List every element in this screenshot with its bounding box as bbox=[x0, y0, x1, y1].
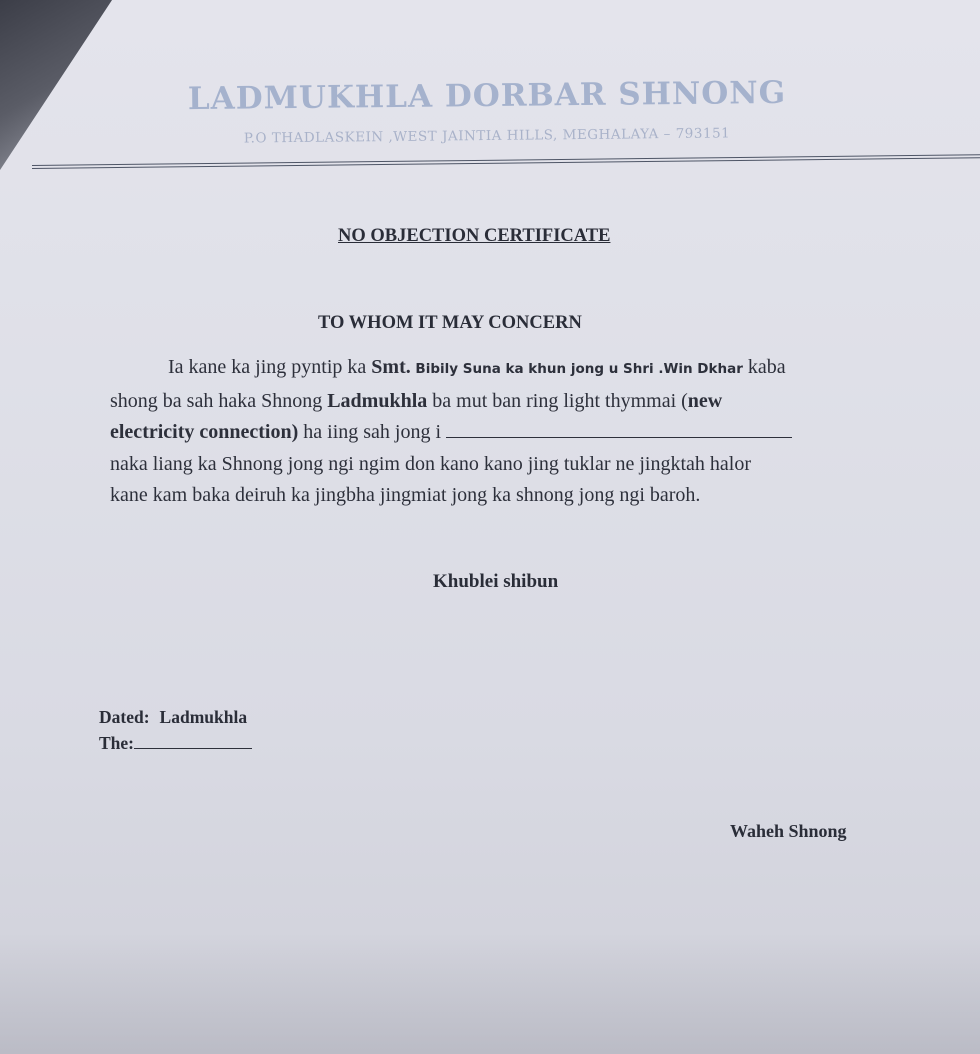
body-text: ha iing sah jong i bbox=[298, 421, 447, 443]
the-row bbox=[99, 730, 252, 756]
body-text: Ia kane ka jing pyntip ka bbox=[168, 356, 372, 378]
body-line-4: naka liang ka Shnong jong ngi ngim don kano kano jing tuklar ne jingktah halor bbox=[110, 452, 752, 475]
certificate-salutation: TO WHOM IT MAY CONCERN bbox=[318, 313, 582, 333]
purpose-bold: electricity connection) bbox=[110, 421, 299, 443]
letterhead-title: LADMUKHLA DORBAR SHNONG bbox=[187, 74, 787, 118]
the-label: The: bbox=[99, 733, 134, 753]
letterhead-address: P.O THADLASKEIN ,WEST JAINTIA HILLS, MEGHALAYA – 793151 bbox=[243, 125, 731, 147]
body-line-5: kane kam baka deiruh ka jingbha jingmiat jong ka shnong jong ngi baroh. bbox=[110, 484, 701, 506]
dated-row bbox=[99, 704, 252, 730]
body-text: kaba bbox=[742, 356, 786, 378]
closing-greeting: Khublei shibun bbox=[433, 571, 559, 592]
honorific: Smt. bbox=[371, 356, 411, 378]
village-name: Ladmukhla bbox=[327, 389, 428, 412]
date-blank bbox=[134, 736, 252, 749]
dated-place: Ladmukhla bbox=[159, 707, 248, 727]
body-line-1 bbox=[110, 352, 870, 386]
date-block bbox=[99, 704, 252, 756]
certificate-heading: NO OBJECTION CERTIFICATE bbox=[338, 226, 611, 246]
body-line-3 bbox=[110, 417, 870, 449]
body-line-2 bbox=[110, 386, 870, 418]
fill-in-blank bbox=[446, 421, 792, 438]
bottom-shadow bbox=[0, 934, 980, 1054]
body-text: ba mut ban ring light thymmai ( bbox=[427, 389, 688, 412]
certificate-body bbox=[110, 352, 870, 512]
dated-label: Dated: bbox=[99, 707, 150, 727]
body-text: shong ba sah haka Shnong bbox=[110, 389, 328, 412]
signatory-title: Waheh Shnong bbox=[730, 821, 847, 841]
applicant-names: Bibily Suna ka khun jong u Shri .Win Dkhar bbox=[410, 361, 743, 377]
purpose-bold: new bbox=[687, 389, 723, 412]
